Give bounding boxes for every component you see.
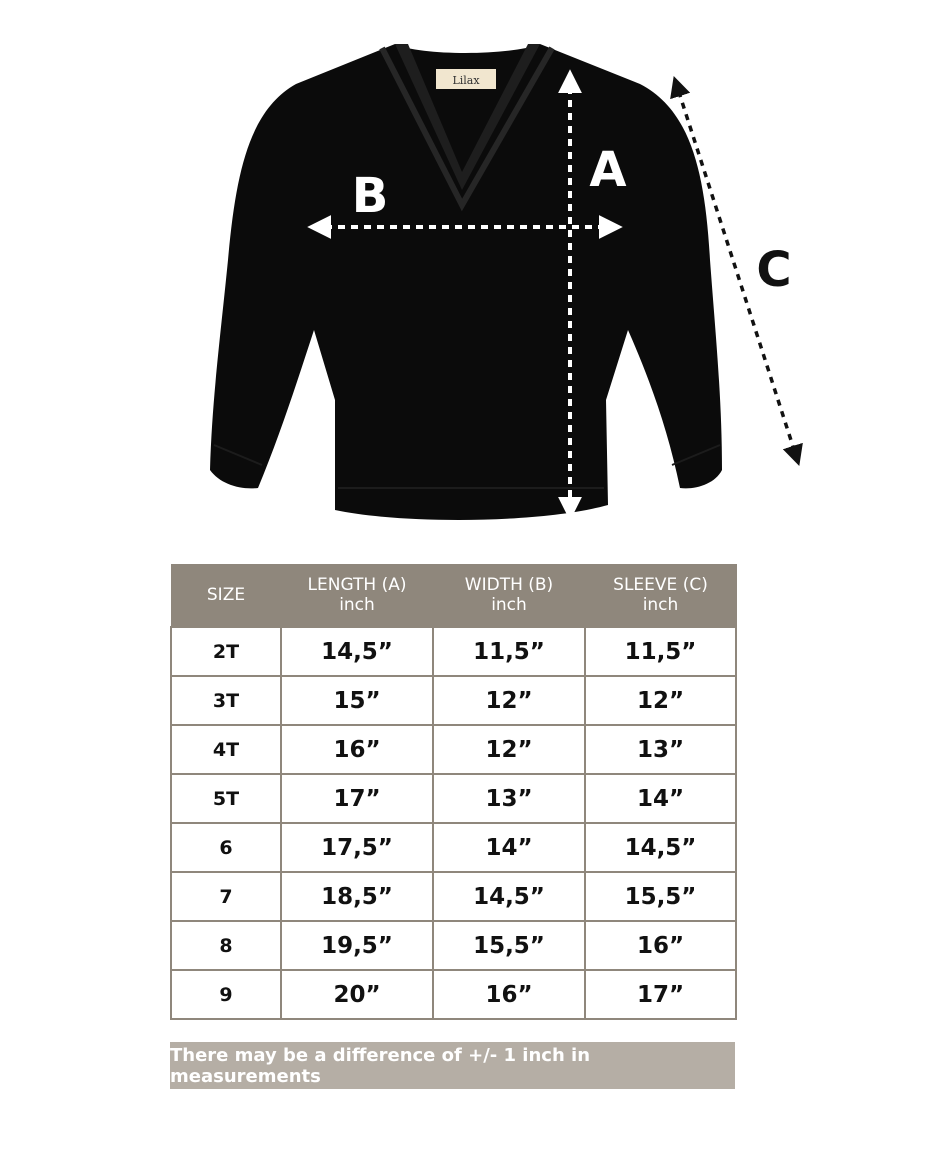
measurement-disclaimer: There may be a difference of +/- 1 inch in measurements xyxy=(170,1042,735,1089)
sleeve-cell: 17” xyxy=(585,970,736,1019)
length-cell: 16” xyxy=(281,725,433,774)
size-cell: 7 xyxy=(171,872,281,921)
width-cell: 12” xyxy=(433,725,585,774)
length-cell: 20” xyxy=(281,970,433,1019)
label-b: B xyxy=(351,168,389,224)
table-header-row xyxy=(171,564,736,627)
length-cell: 15” xyxy=(281,676,433,725)
size-cell: 6 xyxy=(171,823,281,872)
size-cell: 3T xyxy=(171,676,281,725)
table-row xyxy=(171,921,736,970)
table-row xyxy=(171,872,736,921)
sleeve-cell: 14” xyxy=(585,774,736,823)
size-cell: 8 xyxy=(171,921,281,970)
sleeve-cell: 12” xyxy=(585,676,736,725)
table-row xyxy=(171,676,736,725)
sleeve-cell: 15,5” xyxy=(585,872,736,921)
sleeve-cell: 16” xyxy=(585,921,736,970)
width-cell: 14,5” xyxy=(433,872,585,921)
width-cell: 16” xyxy=(433,970,585,1019)
width-cell: 15,5” xyxy=(433,921,585,970)
sleeve-cell: 13” xyxy=(585,725,736,774)
sleeve-cell: 11,5” xyxy=(585,627,736,676)
width-cell: 12” xyxy=(433,676,585,725)
width-cell: 13” xyxy=(433,774,585,823)
table-row xyxy=(171,970,736,1019)
header-length: LENGTH (A) inch xyxy=(281,564,433,627)
table-row xyxy=(171,627,736,676)
label-a: A xyxy=(589,142,627,198)
size-cell: 2T xyxy=(171,627,281,676)
sweater-diagram-svg xyxy=(0,0,925,540)
size-cell: 5T xyxy=(171,774,281,823)
length-cell: 17” xyxy=(281,774,433,823)
table-row xyxy=(171,774,736,823)
sweater-shape xyxy=(210,44,722,520)
size-cell: 4T xyxy=(171,725,281,774)
length-cell: 19,5” xyxy=(281,921,433,970)
width-cell: 14” xyxy=(433,823,585,872)
header-width: WIDTH (B) inch xyxy=(433,564,585,627)
width-cell: 11,5” xyxy=(433,627,585,676)
size-chart-table xyxy=(170,564,737,1020)
table-row xyxy=(171,823,736,872)
brand-tag-text: Lilax xyxy=(452,74,480,87)
length-cell: 17,5” xyxy=(281,823,433,872)
sleeve-cell: 14,5” xyxy=(585,823,736,872)
header-size: SIZE xyxy=(171,564,281,627)
size-cell: 9 xyxy=(171,970,281,1019)
table-row xyxy=(171,725,736,774)
label-c: C xyxy=(756,242,792,298)
length-cell: 14,5” xyxy=(281,627,433,676)
length-cell: 18,5” xyxy=(281,872,433,921)
header-sleeve: SLEEVE (C) inch xyxy=(585,564,736,627)
sweater-diagram xyxy=(0,0,925,540)
